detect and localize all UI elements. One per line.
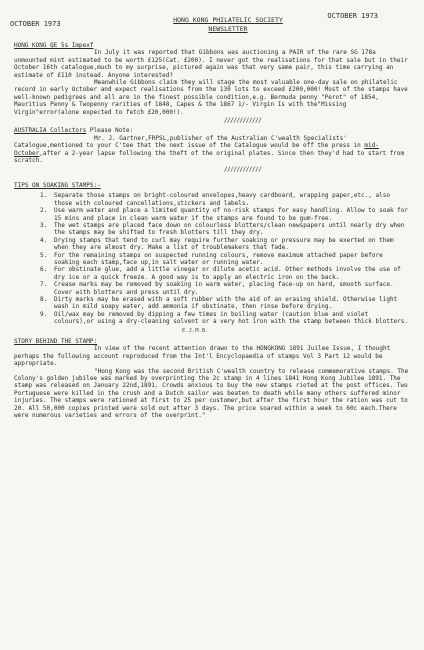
- society-name: HONG KONG PHILATELIC SOCIETY: [173, 16, 283, 24]
- story-intro: In view of the recent attention drawn to the HONGKONG 1891 Juilee Issue, I thought perhaps the following account reproduced from the Int'l Encyclopaedia of stamps Vol 3 Part 12 would be appropriate.: [14, 345, 391, 368]
- australia-heading: [14, 127, 410, 134]
- newsletter-title: NEWSLETTER: [208, 25, 248, 33]
- tip-item: 9. Oil/wax may be removed by dipping a few times in boiling water (caution blue and violet colours),or using a dry-cleaning solvent or a very hot iron with the stamp between thick blotters.: [40, 310, 409, 326]
- tip-item: 7. Crease marks may be removed by soaking in warm water, placing face-up on hard, smooth surface. Cover with blotters and press until dry.: [40, 281, 394, 296]
- separator-2: ////////////: [224, 165, 262, 173]
- section-title-story: STORY BEHIND THE STAMP:: [14, 338, 98, 346]
- author-initials: E.J.M.B.: [182, 327, 209, 334]
- tip-item: 2. Use warm water and place a limited quantity of no-risk stamps for easy handling. Allow to soak for 15 mins and place in clean warm water if the stamps are found to be gum-free.: [40, 207, 409, 222]
- tips-list: [14, 192, 410, 325]
- tip-item: 4. Drying stamps that tend to curl may require further soaking or pressure may be exerted on them when they are almost dry. Make a list of troublemakers that fade.: [40, 236, 394, 252]
- tip-item: 6. For obstinate glue, add a little vinegar or dilute acetic acid. Other methods involve the use of dry ice or a quick freeze. A good way is to apply an electric iron on the back.: [40, 266, 401, 281]
- story-quote: "Hong Kong was the second British C'wealth country to release commemorative stamps. The Colony's golden jubilee was marked by overprinting the 2c stamp in 4 lines 1841 Hong Kong Jubilee 1891. The stamp was released on January 22nd,1891. Crowds anxious to buy the new stamps rioted at the post offices. Two Portuguese were killed in the crush and a Dutch sailor was beaten to death while many others suffered minor injuries. The stamps were rationed at first to 25 per customer,but after the first hour the ration was cut to 20. All 50,000 copies printed were sold out after 3 days. The price soared within a week to 60c each.There were numerous varieties and errors of the overprint.": [14, 367, 409, 420]
- section-title-australia: AUSTRALIA Collectors: [14, 127, 87, 135]
- qe-paragraph-2: Meanwhile Gibbons claim they will stage the most valuable one-day sale on philatelic record in early October and expect realisations from the 130 lots to exceed £200,000! Most of the stamps have well-known pedigrees and all are in the finest possible condition,e.g. Bermuda penny "Perot" of 1854, Mauritius Penny & Twopenny rarities of 1848, Capes & the 1867 1/- Virgin Is with the"Missing Virgin"error(alone expected to fetch £20,000!).: [14, 79, 408, 116]
- section-title-qe-5s: HONG KONG QE 5s Impexf: [14, 42, 94, 49]
- content: [14, 42, 410, 420]
- masthead: [168, 16, 288, 34]
- tip-item: 8. Dirty marks may be erased with a soft rubber with the aid of an erasing shield. Otherwise light wash in mild soapy water, add ammonia if obstinate, then rinse before drying.: [40, 296, 398, 311]
- tip-item: 3. The wet stamps are placed face down on colourless blotters/clean newspapers until nearly dry when the stamps may be shifted to fresh blotters till they dry.: [40, 221, 405, 237]
- australia-text-a: Mr. J. Gartner,FRPSL,publisher of the Australian C'wealth Specialists' Catalogue,mentioned to your C'tee that the next issue of the Catalogue would be off the press in: [14, 134, 365, 150]
- date-right: OCTOBER 1973: [327, 12, 378, 20]
- australia-mid-october: mid-October: [14, 142, 379, 157]
- australia-text-b: ,after a 2-year lapse following the theft of the original plates. Since then they'd had to start from scratch.: [14, 149, 405, 165]
- qe-paragraph-1: In July it was reported that Gibbons was auctioning a PAIR of the rare SG 178a unmounted mint estimated to be worth £125(Cat. £200). I never got the realisations for that sale but in their October 16th catalogue,much to my surprise, pictured again was that very same pair, this time carrying an estimate of £110 instead. Anyone interested?: [14, 49, 408, 79]
- tip-item: 1. Separate those stamps on bright-coloured envelopes,heavy cardboard, wrapping paper,etc., also those with coloured cancellations,stickers and labels.: [40, 192, 390, 207]
- date-left: OCTOBER 1973: [10, 20, 61, 28]
- australia-paragraph: [14, 135, 410, 165]
- section-title-tips: TIPS ON SOAKING STAMPS:-: [14, 181, 101, 189]
- australia-lead: Please Note:: [86, 127, 134, 135]
- tip-item: 5. For the remaining stamps on suspected running colours, remove maximum attached paper before soaking each stamp,face up,in salt water or running water.: [40, 251, 383, 266]
- separator-1: ////////////: [224, 117, 262, 125]
